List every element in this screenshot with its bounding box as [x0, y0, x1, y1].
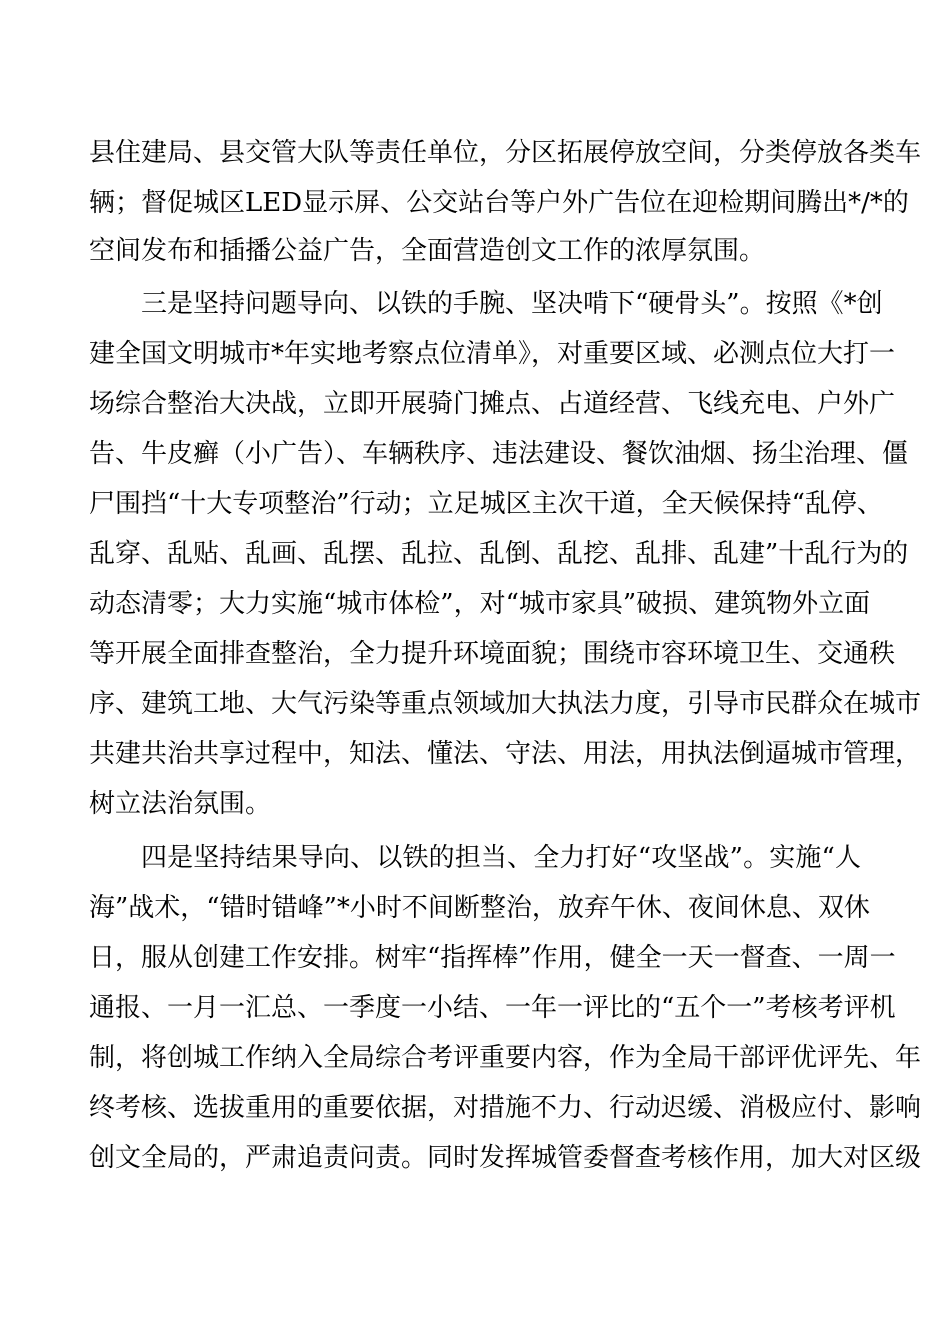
text-line: 建全国文明城市*年实地考察点位清单》，对重要区域、必测点位大打一	[89, 339, 896, 369]
text-line: 尸围挡“十大专项整治”行动；立足城区主次干道，全天候保持“乱停、	[89, 489, 883, 519]
text-line: 县住建局、县交管大队等责任单位，分区拓展停放空间，分类停放各类车	[89, 138, 922, 168]
text-line: 创文全局的，严肃追责问责。同时发挥城管委督查考核作用，加大对区级	[89, 1143, 922, 1173]
text-line: 乱穿、乱贴、乱画、乱摆、乱拉、乱倒、乱挖、乱排、乱建”十乱行为的	[89, 539, 909, 569]
text-line: 终考核、选拔重用的重要依据，对措施不力、行动迟缓、消极应付、影响	[89, 1093, 922, 1123]
text-line: 场综合整治大决战，立即开展骑门摊点、占道经营、飞线充电、户外广	[89, 389, 896, 419]
text-line: 空间发布和插播公益广告，全面营造创文工作的浓厚氛围。	[89, 236, 766, 266]
text-line: 告、牛皮癣（小广告）、车辆秩序、违法建设、餐饮油烟、扬尘治理、僵	[89, 439, 909, 469]
text-line: 制，将创城工作纳入全局综合考评重要内容，作为全局干部评优评先、年	[89, 1043, 922, 1073]
text-line: 动态清零；大力实施“城市体检”，对“城市家具”破损、建筑物外立面	[89, 589, 871, 619]
paragraph-first-line: 四是坚持结果导向、以铁的担当、全力打好“攻坚战”。实施“人	[141, 843, 861, 873]
text-line: 共建共治共享过程中，知法、懂法、守法、用法，用执法倒逼城市管理，	[89, 739, 922, 769]
text-line: 辆；督促城区LED显示屏、公交站台等户外广告位在迎检期间腾出*/*的	[89, 188, 909, 218]
paragraph-first-line: 三是坚持问题导向、以铁的手腕、坚决啃下“硬骨头”。按照《*创	[141, 289, 883, 319]
text-line: 树立法治氛围。	[89, 789, 272, 819]
text-line: 日，服从创建工作安排。树牢“指挥棒”作用，健全一天一督查、一周一	[89, 943, 896, 973]
text-line: 通报、一月一汇总、一季度一小结、一年一评比的“五个一”考核考评机	[89, 993, 896, 1023]
text-line: 等开展全面排查整治，全力提升环境面貌；围绕市容环境卫生、交通秩	[89, 639, 896, 669]
text-line: 序、建筑工地、大气污染等重点领域加大执法力度，引导市民群众在城市	[89, 689, 922, 719]
text-line: 海”战术，“错时错峰”*小时不间断整治，放弃午休、夜间休息、双休	[89, 893, 870, 923]
